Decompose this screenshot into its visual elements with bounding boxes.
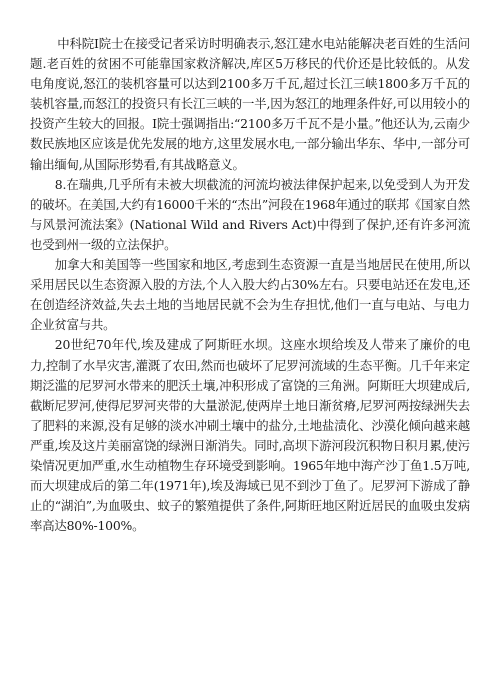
document-body xyxy=(30,34,470,536)
paragraph-aswan-dam: 20世纪70年代,埃及建成了阿斯旺水坝。这座水坝给埃及人带来了廉价的电力,控制了水旱灾害,灌溉了农田,然而也破坏了尼罗河流域的生态平衡。几千年来定期泛滥的尼罗河水带来的肥沃土壤,冲积形成了富饶的三角洲。阿斯旺大坝建成后,截断尼罗河,使得尼罗河夹带的大量淤泥,使两岸土地日渐贫瘠,尼罗河两按绿洲失去了肥料的来源,没有足够的淡水冲刷土壤中的盐分,土地盐渍化、沙漠化倾向越来越严重,埃及这片美丽富饶的绿洲日渐消失。同时,高坝下游河段沉积物日积月累,使污染情况更加严重,水生动植物生存环境受到影响。1965年地中海产沙丁鱼1.5万吨,而大坝建成后的第二年(1971年),埃及海域已见不到沙丁鱼了。尼罗河下游成了静止的“湖泊”,为血吸虫、蚊子的繁殖提供了条件,阿斯旺地区附近居民的血吸虫发病率高达80%-100%。 xyxy=(30,337,470,534)
paragraph-resident-shares: 加拿大和美国等一些国家和地区,考虑到生态资源一直是当地居民在使用,所以采用居民以生态资源入股的方法,个人入股大约占30%左右。只要电站还在发电,还在创造经济效益,失去土地的当地居民就不会为生存担忧,他们一直与电站、与电力企业贫富与共。 xyxy=(30,257,470,333)
paragraph-academician-statement: 中科院I院士在接受记者采访时明确表示,怒江建水电站能解决老百姓的生活问题.老百姓的贫困不可能靠国家救济解决,库区5万移民的代价还是比较低的。从发电角度说,怒江的装机容量可以达到2100多万千瓦,超过长江三峡1800多万千瓦的装机容量,而怒江的投资只有长江三峡的一半,因为怒江的地理条件好,可以用较小的投资产生较大的回报。I院士强调指出:“2100多万千瓦不是小量。”他还认为,云南少数民族地区应该是优先发展的地方,这里发展水电,一部分输出华东、华中,一部分可输出缅甸,从国际形势看,有其战略意义。 xyxy=(30,36,470,172)
paragraph-river-protection: 8.在瑞典,几乎所有未被大坝截流的河流均被法律保护起来,以免受到人为开发的破坏。在美国,大约有16000千米的“杰出”河段在1968年通过的联邦《国家自然与风景河流法案》(National Wild and Rivers Act)中得到了保护,还有许多河流也受到州一级的立法保护。 xyxy=(30,176,470,252)
